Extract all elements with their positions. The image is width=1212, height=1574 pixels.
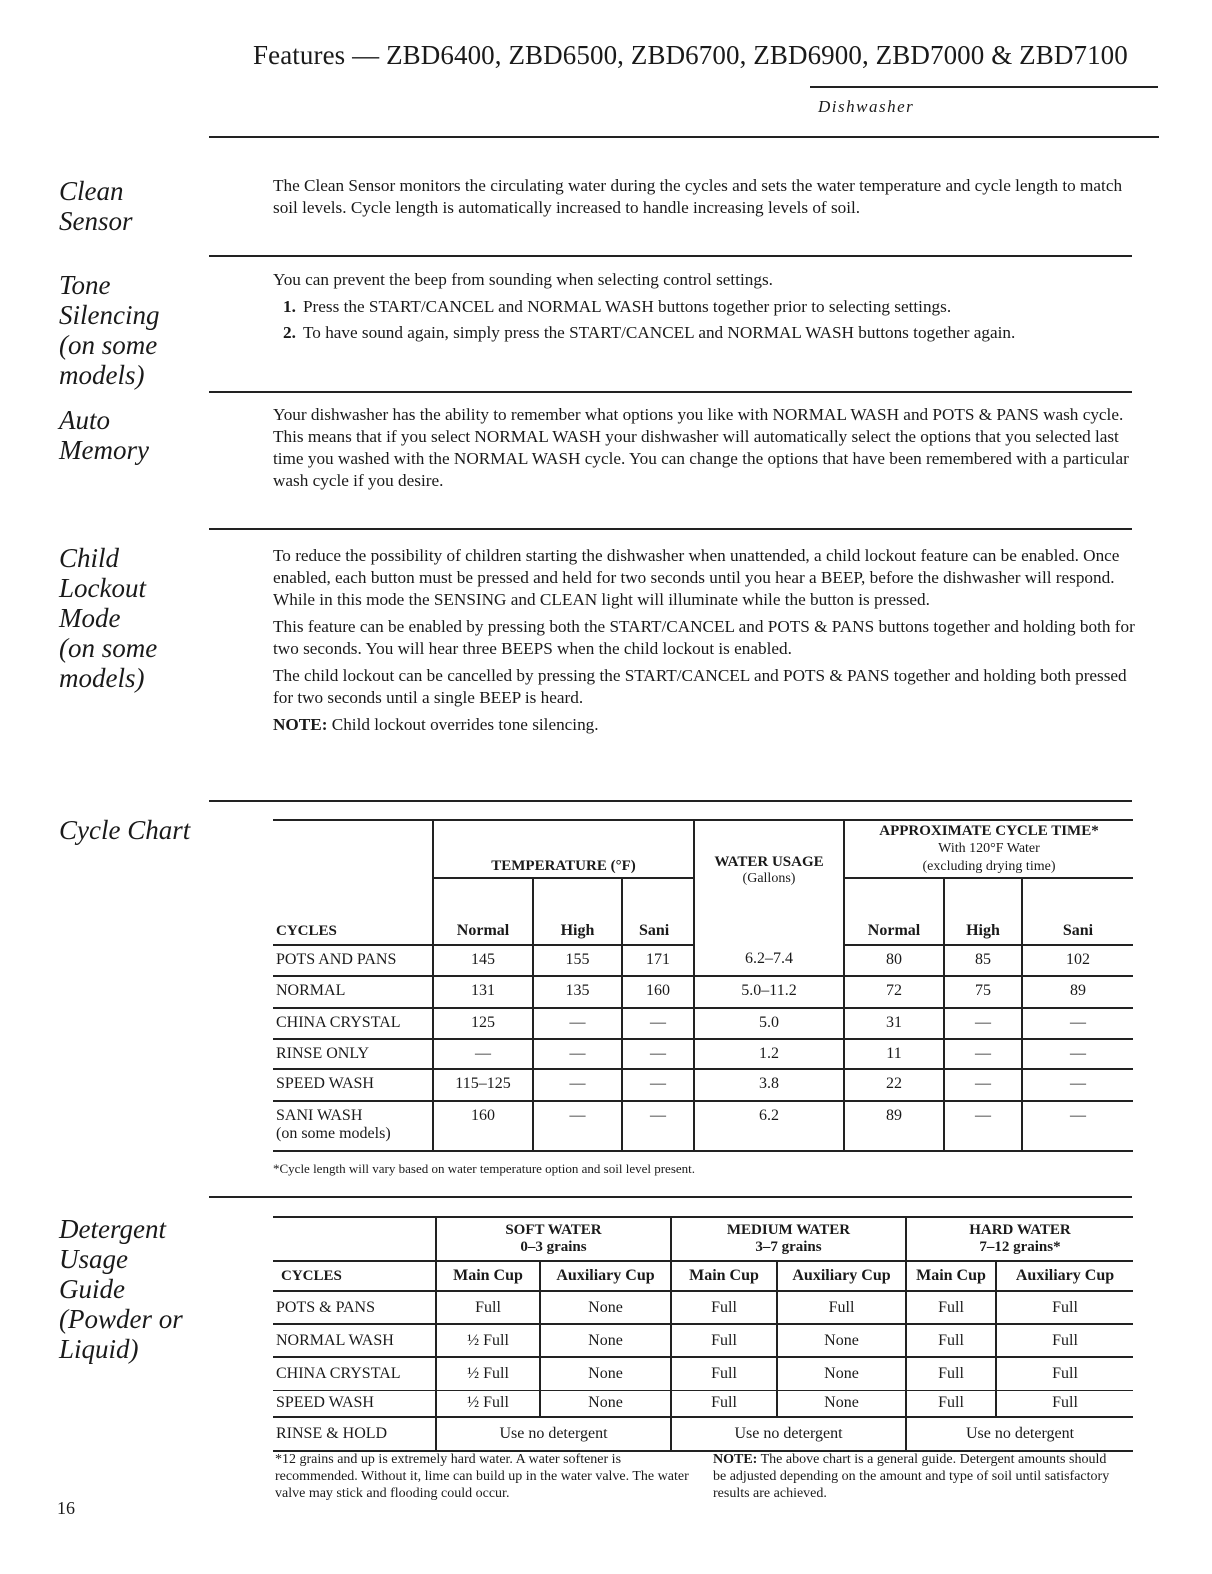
water-usage-unit: (Gallons): [742, 871, 796, 886]
cycle-chart-heading: Cycle Chart: [59, 815, 191, 845]
table-header-row: [273, 820, 1133, 878]
water-usage-value: 6.2–7.4: [694, 945, 844, 976]
header-divider: [209, 136, 1159, 138]
cycle-chart-rows: [273, 945, 1133, 1151]
clean-sensor-body: [273, 175, 1135, 224]
soft-main-value: ½ Full: [436, 1357, 540, 1390]
page-subtitle: Dishwasher: [818, 97, 915, 116]
cycle-label: SPEED WASH: [276, 1075, 374, 1092]
cycle-name: [273, 976, 433, 1008]
table-row: [273, 976, 1133, 1008]
table-row: [273, 1039, 1133, 1069]
water-usage-title: WATER USAGE: [714, 854, 824, 870]
medium-rinse-value: Use no detergent: [671, 1417, 906, 1451]
temp-normal-value: 145: [433, 945, 533, 976]
step-number: 2.: [283, 323, 296, 342]
heading-line: Clean: [59, 176, 124, 206]
heading-line: Child: [59, 543, 120, 573]
time-normal-value: 22: [844, 1069, 944, 1101]
time-normal-value: 72: [844, 976, 944, 1008]
time-sani-value: —: [1022, 1039, 1133, 1069]
medium-aux-value: None: [777, 1324, 906, 1357]
water-type-title: SOFT WATER: [505, 1222, 602, 1238]
water-usage-value: 5.0: [694, 1008, 844, 1039]
child-lockout-para: The child lockout can be cancelled by pressing the START/CANCEL and POTS & PANS together and holding both pressed for two seconds until a single BEEP is heard.: [273, 666, 1127, 707]
cycle-label: NORMAL: [276, 982, 346, 999]
cycle-name: POTS & PANS: [273, 1291, 436, 1324]
water-usage-value: 3.8: [694, 1069, 844, 1101]
step-text: To have sound again, simply press the START/CANCEL and NORMAL WASH buttons together again.: [303, 323, 1016, 342]
heading-line: (on some: [59, 330, 158, 360]
section-divider: [209, 255, 1132, 257]
step-number: 1.: [283, 297, 296, 316]
medium-main-value: Full: [671, 1291, 777, 1324]
table-header-row: [273, 1217, 1133, 1261]
list-item: [273, 322, 1135, 344]
heading-line: Silencing: [59, 300, 160, 330]
soft-aux-value: None: [540, 1291, 671, 1324]
medium-main-header: Main Cup: [671, 1261, 777, 1291]
temp-normal-value: 125: [433, 1008, 533, 1039]
heading-line: (on some: [59, 633, 158, 663]
heading-line: models): [59, 663, 145, 693]
auto-memory-heading: [59, 405, 149, 465]
cycle-sublabel: (on some models): [276, 1125, 391, 1142]
table-row: [273, 1069, 1133, 1101]
water-usage-value: 1.2: [694, 1039, 844, 1069]
temp-normal-header: Normal: [433, 878, 533, 945]
temp-sani-value: —: [622, 1039, 694, 1069]
detergent-note: [713, 1451, 1113, 1502]
soft-main-value: ½ Full: [436, 1390, 540, 1417]
heading-line: Mode: [59, 603, 121, 633]
temp-high-value: 135: [533, 976, 622, 1008]
water-type-grains: 3–7 grains: [755, 1239, 822, 1255]
cycles-column-header: CYCLES: [273, 1261, 436, 1291]
detergent-usage-table: [273, 1216, 1133, 1452]
table-row: [273, 1008, 1133, 1039]
detergent-guide-heading: [59, 1214, 183, 1364]
cycle-name: SPEED WASH: [273, 1390, 436, 1417]
child-lockout-note: [273, 714, 1135, 736]
cycle-name: [273, 1069, 433, 1101]
cycle-label: SANI WASH: [276, 1107, 363, 1124]
hard-aux-value: Full: [1052, 1394, 1078, 1412]
heading-line: Usage: [59, 1244, 128, 1274]
cycle-time-title: APPROXIMATE CYCLE TIME*: [879, 823, 1099, 839]
step-text: Press the START/CANCEL and NORMAL WASH buttons together prior to selecting settings.: [303, 297, 952, 316]
soft-main-value: ½ Full: [436, 1324, 540, 1357]
section-divider: [209, 391, 1132, 393]
temp-high-header: High: [533, 878, 622, 945]
heading-line: Memory: [59, 435, 149, 465]
time-normal-value: 31: [844, 1008, 944, 1039]
time-sani-header: Sani: [1022, 878, 1133, 945]
soft-water-header: [436, 1217, 671, 1261]
temp-high-value: —: [533, 1101, 622, 1151]
hard-main-value: Full: [906, 1357, 996, 1390]
tone-silencing-heading: [59, 270, 159, 390]
title-divider: [810, 86, 1158, 88]
temp-normal-value: —: [433, 1039, 533, 1069]
heading-line: Tone: [59, 270, 111, 300]
hard-aux-value: Full: [996, 1357, 1133, 1390]
time-sani-value: 89: [1022, 976, 1133, 1008]
cycle-chart-footnote: *Cycle length will vary based on water temperature option and soil level present.: [273, 1161, 696, 1176]
hard-main-value: Full: [906, 1291, 996, 1324]
cycle-name: [273, 1101, 433, 1151]
medium-aux-header: Auxiliary Cup: [777, 1261, 906, 1291]
medium-water-header: [671, 1217, 906, 1261]
temp-normal-value: 115–125: [433, 1069, 533, 1101]
medium-main-value: Full: [671, 1390, 777, 1417]
temp-sani-value: —: [622, 1069, 694, 1101]
time-high-value: —: [944, 1008, 1022, 1039]
page-number: 16: [57, 1498, 75, 1518]
soft-aux-header: Auxiliary Cup: [540, 1261, 671, 1291]
table-row: [273, 1417, 1133, 1451]
cycle-label: CHINA CRYSTAL: [276, 1014, 401, 1031]
child-lockout-para: This feature can be enabled by pressing both the START/CANCEL and POTS & PANS buttons together and holding both for two seconds. You will hear three BEEPS when the child lockout is enabled.: [273, 617, 1135, 658]
time-high-value: —: [944, 1039, 1022, 1069]
time-high-value: —: [944, 1069, 1022, 1101]
hard-rinse-value: Use no detergent: [906, 1417, 1133, 1451]
time-normal-header: Normal: [844, 878, 944, 945]
medium-aux-value: Full: [777, 1291, 906, 1324]
temp-sani-value: 171: [622, 945, 694, 976]
auto-memory-text: Your dishwasher has the ability to remember what options you like with NORMAL WASH and POTS & PANS wash cycle. This means that if you select NORMAL WASH your dishwasher will automatically select the options that you selected last time you washed with the NORMAL WASH cycle. You can change the options that have been remembered with a particular wash cycle if you desire.: [273, 405, 1129, 490]
water-type-title: MEDIUM WATER: [726, 1222, 851, 1238]
note-label: NOTE:: [713, 1452, 758, 1467]
time-normal-value: 89: [844, 1101, 944, 1151]
soft-aux-value: None: [540, 1324, 671, 1357]
note-label: NOTE:: [273, 715, 328, 734]
child-lockout-heading: [59, 543, 157, 693]
cycle-label: RINSE ONLY: [276, 1045, 370, 1062]
cycle-name: [273, 1039, 433, 1069]
section-divider: [209, 800, 1132, 802]
cycle-name: NORMAL WASH: [273, 1324, 436, 1357]
auto-memory-body: [273, 404, 1135, 497]
time-sani-value: —: [1022, 1069, 1133, 1101]
tone-silencing-steps: [273, 296, 1135, 344]
time-sani-value: 102: [1022, 945, 1133, 976]
soft-main-header: Main Cup: [436, 1261, 540, 1291]
cycle-time-sub: With 120°F Water: [938, 841, 1040, 856]
cycle-name: [273, 1008, 433, 1039]
heading-line: Liquid): [59, 1334, 139, 1364]
table-header-row: [273, 1261, 1133, 1291]
list-item: [273, 296, 1135, 318]
water-type-title: HARD WATER: [969, 1222, 1071, 1238]
soft-main-value: Full: [436, 1291, 540, 1324]
clean-sensor-text: The Clean Sensor monitors the circulating water during the cycles and sets the water temperature and cycle length to match soil levels. Cycle length is automatically increased to handle increasing levels of soil.: [273, 176, 1123, 217]
cycle-name: CHINA CRYSTAL: [273, 1357, 436, 1390]
table-row: [273, 1324, 1133, 1357]
temperature-header: TEMPERATURE (°F): [433, 820, 694, 878]
hard-main-header: Main Cup: [906, 1261, 996, 1291]
time-normal-value: 11: [844, 1039, 944, 1069]
heading-line: (Powder or: [59, 1304, 183, 1334]
time-normal-value: 80: [844, 945, 944, 976]
time-sani-value: —: [1022, 1008, 1133, 1039]
heading-line: Sensor: [59, 206, 133, 236]
soft-aux-value: None: [540, 1357, 671, 1390]
page-title: Features — ZBD6400, ZBD6500, ZBD6700, ZBD6900, ZBD7000 & ZBD7100: [253, 40, 1128, 70]
clean-sensor-heading: [59, 176, 133, 236]
temp-sani-value: 160: [622, 976, 694, 1008]
water-usage-header: [694, 820, 844, 945]
cycles-column-header: CYCLES: [273, 878, 433, 945]
heading-line: Lockout: [59, 573, 146, 603]
table-row: [273, 1101, 1133, 1151]
medium-main-value: Full: [671, 1324, 777, 1357]
tone-silencing-body: [273, 269, 1135, 348]
detergent-rows: [273, 1291, 1133, 1417]
note-text: The above chart is a general guide. Detergent amounts should be adjusted depending on the amount and type of soil until satisfactory results are achieved.: [713, 1452, 1110, 1501]
temp-high-value: 155: [533, 945, 622, 976]
hard-main-value: Full: [906, 1390, 996, 1417]
table-row: [273, 1357, 1133, 1390]
tone-silencing-intro: You can prevent the beep from sounding when selecting control settings.: [273, 270, 773, 289]
heading-line: Auto: [59, 405, 110, 435]
soft-rinse-value: Use no detergent: [436, 1417, 671, 1451]
table-row: [273, 1291, 1133, 1324]
temp-high-value: —: [533, 1008, 622, 1039]
cycle-time-sub: (excluding drying time): [922, 859, 1056, 874]
hard-aux-value: Full: [996, 1324, 1133, 1357]
table-row: [273, 945, 1133, 976]
cycle-label: POTS AND PANS: [276, 951, 397, 968]
hard-aux-value: Full: [996, 1291, 1133, 1324]
child-lockout-body: [273, 545, 1135, 741]
table-row: [273, 1390, 1133, 1417]
temp-high-value: —: [533, 1039, 622, 1069]
time-high-value: 85: [944, 945, 1022, 976]
detergent-footnote: *12 grains and up is extremely hard water. A water softener is recommended. Without it, lime can build up in the water valve. The water valve may stick and flooding could occur.: [275, 1452, 689, 1501]
water-usage-value: 5.0–11.2: [694, 976, 844, 1008]
time-sani-value: —: [1022, 1101, 1133, 1151]
temp-normal-value: 160: [433, 1101, 533, 1151]
cycle-time-header: [844, 820, 1133, 878]
hard-water-header: [906, 1217, 1133, 1261]
cycle-chart-table: [273, 819, 1133, 1152]
time-high-value: —: [944, 1101, 1022, 1151]
section-divider: [209, 528, 1132, 530]
temp-normal-value: 131: [433, 976, 533, 1008]
time-high-header: High: [944, 878, 1022, 945]
temp-sani-value: —: [622, 1101, 694, 1151]
temp-sani-value: —: [622, 1008, 694, 1039]
hard-main-value: Full: [906, 1324, 996, 1357]
temp-sani-header: Sani: [622, 878, 694, 945]
child-lockout-para: To reduce the possibility of children starting the dishwasher when unattended, a child lockout feature can be enabled. Once enabled, each button must be pressed and held for two seconds until you hear a BEEP, before the dishwasher will respond. While in this mode the SENSING and CLEAN light will illuminate while the button is pressed.: [273, 546, 1120, 609]
temp-high-value: —: [533, 1069, 622, 1101]
medium-aux-value: None: [777, 1357, 906, 1390]
note-text: Child lockout overrides tone silencing.: [327, 715, 599, 734]
medium-aux-value: None: [777, 1390, 906, 1417]
water-type-grains: 0–3 grains: [520, 1239, 587, 1255]
soft-aux-value: None: [540, 1390, 671, 1417]
cycle-name: [273, 945, 433, 976]
hard-aux-header: Auxiliary Cup: [996, 1261, 1133, 1291]
heading-line: Detergent: [59, 1214, 166, 1244]
section-divider: [209, 1196, 1132, 1198]
water-type-grains: 7–12 grains*: [979, 1239, 1061, 1255]
heading-line: Guide: [59, 1274, 125, 1304]
time-high-value: 75: [944, 976, 1022, 1008]
cycle-name: RINSE & HOLD: [273, 1417, 436, 1451]
water-usage-value: 6.2: [694, 1101, 844, 1151]
heading-line: models): [59, 360, 145, 390]
medium-main-value: Full: [671, 1357, 777, 1390]
